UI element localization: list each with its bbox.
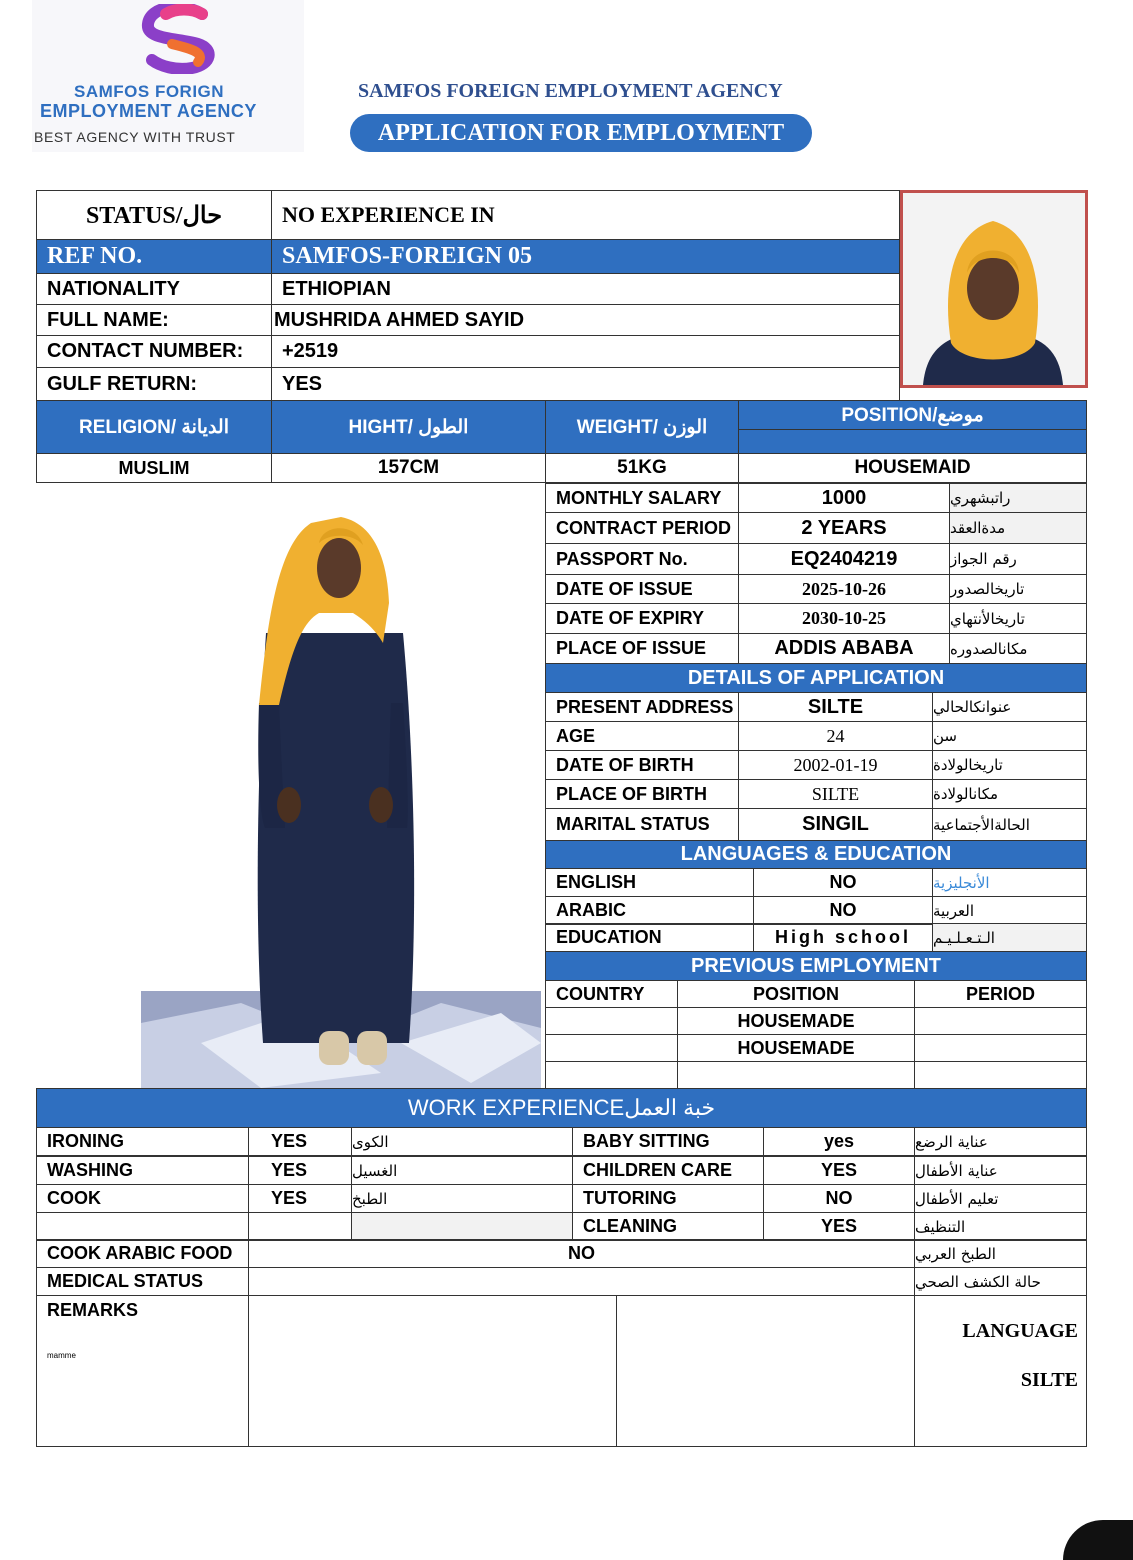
- logo-line2: EMPLOYMENT AGENCY: [40, 101, 257, 121]
- details-row-value: SILTE: [738, 779, 933, 809]
- religion-value: MUSLIM: [36, 453, 272, 483]
- remarks-body-2: [616, 1295, 915, 1447]
- work-right-value: yes: [763, 1127, 915, 1156]
- prev-row-position: HOUSEMADE: [677, 1007, 915, 1035]
- height-value: 157CM: [271, 453, 546, 483]
- language-value: SILTE: [1020, 1369, 1078, 1391]
- passport-row-ar: مكانالصدوره: [949, 633, 1087, 664]
- passport-row-ar: راتبشهري: [949, 483, 1087, 513]
- passport-row-label: MONTHLY SALARY: [545, 483, 739, 513]
- passport-row-ar: تاريخالأنتهاي: [949, 603, 1087, 634]
- gulf-label: GULF RETURN:: [36, 367, 272, 401]
- portrait-icon: [903, 193, 1085, 385]
- prev-row-period: [914, 1061, 1087, 1089]
- details-header: DETAILS OF APPLICATION: [545, 663, 1087, 693]
- position-header: POSITION/موضع: [738, 400, 1087, 430]
- work-left-label: WASHING: [36, 1156, 249, 1185]
- language-row-label: ARABIC: [545, 896, 754, 925]
- full-body-figure-icon: [141, 483, 541, 1088]
- remarks-cell: [36, 1295, 249, 1447]
- page-title: APPLICATION FOR EMPLOYMENT: [350, 114, 812, 152]
- work-left-ar: الطبخ: [351, 1184, 573, 1213]
- passport-photo: [900, 190, 1088, 388]
- ref-label: REF NO.: [36, 239, 272, 274]
- work-right-label: TUTORING: [572, 1184, 764, 1213]
- language-row-ar: الأنجليزية: [932, 868, 1087, 897]
- passport-row-label: DATE OF ISSUE: [545, 574, 739, 604]
- work-left-ar: [351, 1212, 573, 1241]
- medical-ar: حالة الكشف الصحي: [914, 1267, 1087, 1296]
- work-right-label: CLEANING: [572, 1212, 764, 1241]
- work-right-ar: التنظيف: [914, 1212, 1087, 1241]
- medical-label: MEDICAL STATUS: [36, 1267, 249, 1296]
- language-row-label: EDUCATION: [545, 923, 754, 952]
- work-left-label: IRONING: [36, 1127, 249, 1156]
- prev-row-country: [545, 1061, 678, 1089]
- prev-row-position: HOUSEMADE: [677, 1034, 915, 1062]
- fullname-label: FULL NAME:: [36, 304, 272, 336]
- religion-header: RELIGION/ الديانة: [36, 400, 272, 454]
- work-left-value: YES: [248, 1156, 352, 1185]
- prev-row-position: [677, 1061, 915, 1089]
- details-row-label: DATE OF BIRTH: [545, 750, 739, 780]
- work-right-label: BABY SITTING: [572, 1127, 764, 1156]
- work-left-value: YES: [248, 1127, 352, 1156]
- details-row-value: 24: [738, 721, 933, 751]
- passport-row-value: ADDIS ABABA: [738, 633, 950, 664]
- previous-employment-header: PREVIOUS EMPLOYMENT: [545, 951, 1087, 981]
- arabic-food-value: NO: [248, 1239, 915, 1268]
- language-row-value: High school: [753, 923, 933, 952]
- page-corner: [1063, 1520, 1133, 1560]
- position-header-sub: [738, 429, 1087, 454]
- passport-row-ar: تاريخالصدور: [949, 574, 1087, 604]
- language-label: LANGUAGE: [962, 1320, 1078, 1342]
- prev-row-country: [545, 1007, 678, 1035]
- work-left-value: YES: [248, 1184, 352, 1213]
- work-right-value: NO: [763, 1184, 915, 1213]
- passport-row-label: PLACE OF ISSUE: [545, 633, 739, 664]
- details-row-label: PLACE OF BIRTH: [545, 779, 739, 809]
- weight-value: 51KG: [545, 453, 739, 483]
- work-right-ar: عناية الرضع: [914, 1127, 1087, 1156]
- details-row-ar: مكانالولادة: [932, 779, 1087, 809]
- passport-row-label: PASSPORT No.: [545, 543, 739, 575]
- language-row-value: NO: [753, 868, 933, 897]
- prev-row-period: [914, 1034, 1087, 1062]
- full-body-photo: [141, 483, 541, 1088]
- work-right-value: YES: [763, 1156, 915, 1185]
- details-row-label: MARITAL STATUS: [545, 808, 739, 841]
- work-right-value: YES: [763, 1212, 915, 1241]
- status-value: NO EXPERIENCE IN: [271, 190, 900, 240]
- language-row-label: ENGLISH: [545, 868, 754, 897]
- language-row-value: NO: [753, 896, 933, 925]
- medical-value: [248, 1267, 915, 1296]
- work-left-ar: الكوى: [351, 1127, 573, 1156]
- gulf-value: YES: [271, 367, 900, 401]
- details-row-ar: سن: [932, 721, 1087, 751]
- details-row-ar: عنوانكالحالي: [932, 692, 1087, 722]
- details-row-ar: تاريخالولادة: [932, 750, 1087, 780]
- status-label: STATUS/حال: [36, 190, 272, 240]
- contact-label: CONTACT NUMBER:: [36, 335, 272, 368]
- logo-line1: SAMFOS FORIGN: [74, 82, 225, 101]
- details-row-label: AGE: [545, 721, 739, 751]
- remarks-body-1: [248, 1295, 617, 1447]
- language-cell: [914, 1295, 1087, 1447]
- weight-header: WEIGHT/ الوزن: [545, 400, 739, 454]
- ref-value: SAMFOS-FOREIGN 05: [271, 239, 900, 274]
- passport-row-value: EQ2404219: [738, 543, 950, 575]
- language-row-ar: الـتـعـلـيـم: [932, 923, 1087, 952]
- details-row-label: PRESENT ADDRESS: [545, 692, 739, 722]
- agency-logo: [32, 0, 304, 152]
- position-value: HOUSEMAID: [738, 453, 1087, 483]
- passport-row-ar: مدةالعقد: [949, 512, 1087, 544]
- passport-row-value: 2030-10-25: [738, 603, 950, 634]
- arabic-food-label: COOK ARABIC FOOD: [36, 1239, 249, 1268]
- details-row-value: SILTE: [738, 692, 933, 722]
- nationality-label: NATIONALITY: [36, 273, 272, 305]
- prev-col-position: POSITION: [677, 980, 915, 1008]
- details-row-ar: الحالةالأجتماعية: [932, 808, 1087, 841]
- work-left-label: [36, 1212, 249, 1241]
- contact-value: +2519: [271, 335, 900, 368]
- fullname-value: MUSHRIDA AHMED SAYID: [271, 304, 900, 336]
- work-experience-header: WORK EXPERIENCEخبة العمل: [36, 1088, 1087, 1128]
- languages-header: LANGUAGES & EDUCATION: [545, 840, 1087, 869]
- passport-row-value: 2 YEARS: [738, 512, 950, 544]
- passport-row-label: DATE OF EXPIRY: [545, 603, 739, 634]
- passport-row-ar: رقم الجواز: [949, 543, 1087, 575]
- nationality-value: ETHIOPIAN: [271, 273, 900, 305]
- work-left-label: COOK: [36, 1184, 249, 1213]
- logo-s-mark-icon: [132, 4, 226, 74]
- work-right-ar: تعليم الأطفال: [914, 1184, 1087, 1213]
- prev-row-period: [914, 1007, 1087, 1035]
- prev-col-period: PERIOD: [914, 980, 1087, 1008]
- details-row-value: 2002-01-19: [738, 750, 933, 780]
- passport-row-value: 2025-10-26: [738, 574, 950, 604]
- arabic-food-ar: الطبخ العربي: [914, 1239, 1087, 1268]
- passport-row-value: 1000: [738, 483, 950, 513]
- remarks-label: REMARKS: [47, 1300, 139, 1320]
- remarks-note: mamme: [47, 1351, 76, 1360]
- details-row-value: SINGIL: [738, 808, 933, 841]
- prev-row-country: [545, 1034, 678, 1062]
- prev-col-country: COUNTRY: [545, 980, 678, 1008]
- language-row-ar: العربية: [932, 896, 1087, 925]
- work-left-ar: الغسيل: [351, 1156, 573, 1185]
- logo-tagline: BEST AGENCY WITH TRUST: [34, 129, 236, 145]
- work-left-value: [248, 1212, 352, 1241]
- passport-row-label: CONTRACT PERIOD: [545, 512, 739, 544]
- height-header: HIGHT/ الطول: [271, 400, 546, 454]
- agency-name: SAMFOS FOREIGN EMPLOYMENT AGENCY: [358, 80, 783, 102]
- work-right-label: CHILDREN CARE: [572, 1156, 764, 1185]
- work-right-ar: عناية الأطفال: [914, 1156, 1087, 1185]
